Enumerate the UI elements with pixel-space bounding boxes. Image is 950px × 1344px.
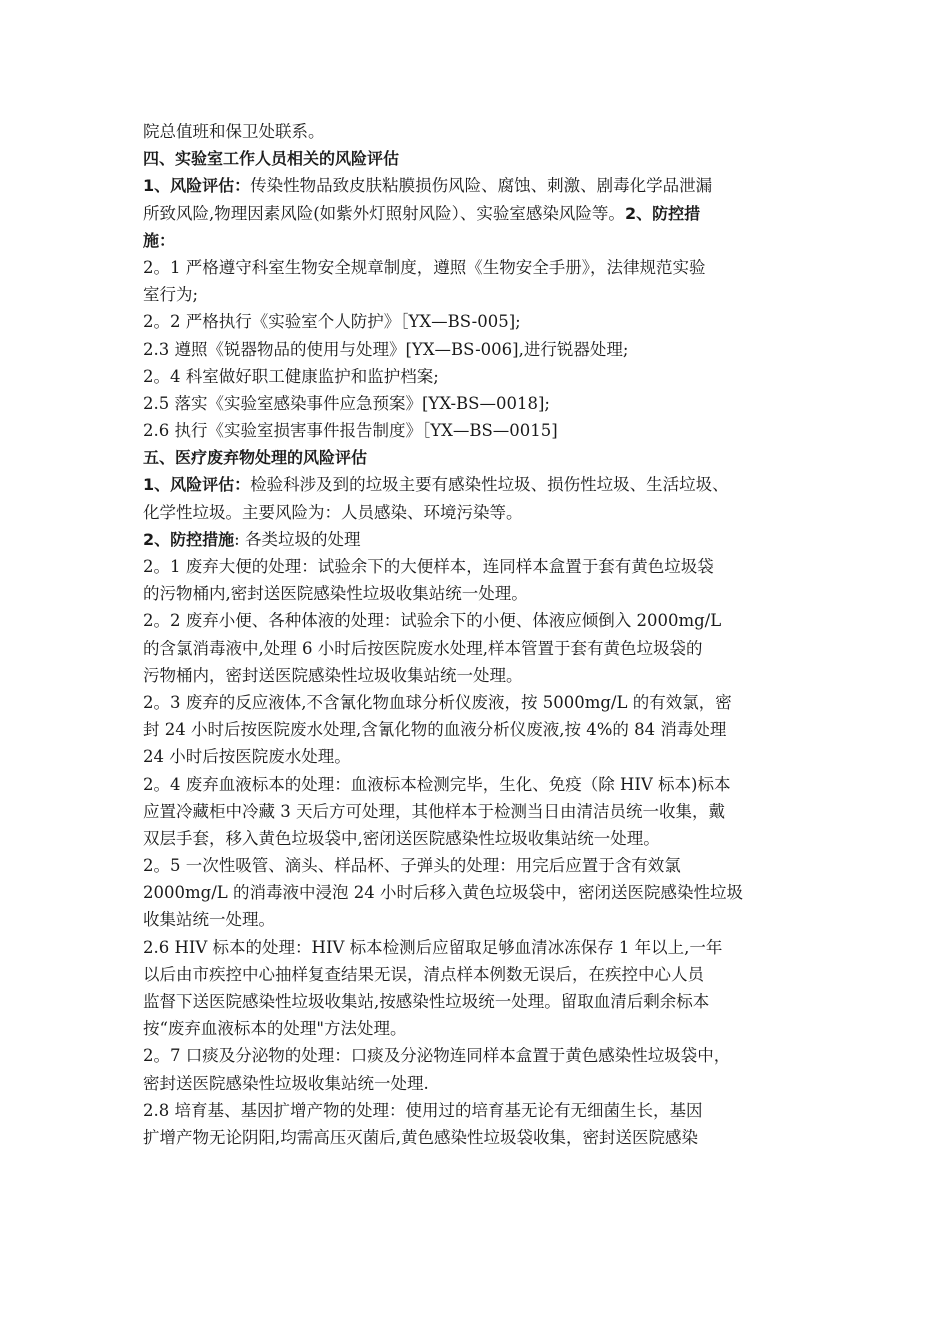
- text-segment: 化学性垃圾。主要风险为：人员感染、环境污染等。: [143, 502, 523, 522]
- document-body: [143, 118, 813, 1151]
- text-line: [143, 118, 813, 145]
- text-segment: 所致风险,物理因素风险(如紫外灯照射风险）、实验室感染风险等。: [143, 203, 625, 223]
- bold-text-segment: 1、风险评估：: [143, 176, 251, 196]
- text-segment: 2。2 废弃小便、各种体液的处理：试验余下的小便、体液应倾倒入 2000mg/L: [143, 611, 722, 631]
- text-line: [143, 1015, 813, 1042]
- bold-text-segment: 五、医疗废弃物处理的风险评估: [143, 448, 368, 468]
- text-segment: 2。3 废弃的反应液体,不含氰化物血球分析仪废液，按 5000mg/L 的有效氯，密: [143, 692, 732, 712]
- text-segment: 监督下送医院感染性垃圾收集站,按感染性垃圾统一处理。留取血清后剩余标本: [143, 992, 710, 1011]
- text-segment: 污物桶内，密封送医院感染性垃圾收集站统一处理。: [143, 665, 523, 685]
- text-segment: 2.3 遵照《锐器物品的使用与处理》[YX—BS-006],进行锐器处理;: [143, 339, 629, 359]
- text-segment: 24 小时后按医院废水处理。: [143, 747, 351, 767]
- text-line: [143, 580, 813, 607]
- text-segment: 收集站统一处理。: [143, 910, 275, 930]
- text-line: [143, 743, 813, 770]
- text-line: [143, 852, 813, 879]
- text-line: [143, 1042, 813, 1069]
- text-segment: 密封送医院感染性垃圾收集站统一处理.: [143, 1073, 429, 1093]
- text-segment: 2。4 废弃血液标本的处理：血液标本检测完毕，生化、免疫（除 HIV 标本)标本: [143, 774, 731, 794]
- text-segment: 传染性物品致皮肤粘膜损伤风险、腐蚀、刺激、剧毒化学品泄漏: [250, 176, 713, 196]
- text-segment: : 各类垃圾的处理: [234, 529, 361, 549]
- text-segment: 双层手套，移入黄色垃圾袋中,密闭送医院感染性垃圾收集站统一处理。: [143, 828, 660, 848]
- text-line: [143, 363, 813, 390]
- text-segment: 扩增产物无论阴阳,均需高压灭菌后,黄色感染性垃圾袋收集，密封送医院感染: [143, 1127, 698, 1147]
- text-line: [143, 689, 813, 716]
- text-segment: 2.6 执行《实验室损害事件报告制度》［YX—BS—0015]: [143, 421, 558, 441]
- text-line: [143, 988, 813, 1015]
- text-line: [143, 906, 813, 933]
- text-line: [143, 553, 813, 580]
- text-segment: 按“废弃血液标本的处理"方法处理。: [143, 1019, 407, 1039]
- text-line: [143, 200, 813, 227]
- text-segment: 以后由市疾控中心抽样复查结果无误，清点样本例数无误后，在疾控中心人员: [143, 964, 704, 984]
- text-segment: 院总值班和保卫处联系。: [143, 122, 325, 141]
- text-line: [143, 662, 813, 689]
- text-line: [143, 471, 813, 498]
- text-line: [143, 172, 813, 199]
- text-line: [143, 227, 813, 254]
- text-line: [143, 825, 813, 852]
- text-line: [143, 390, 813, 417]
- text-segment: 2000mg/L 的消毒液中浸泡 24 小时后移入黄色垃圾袋中，密闭送医院感染性垃圾: [143, 883, 743, 903]
- text-segment: 2.5 落实《实验室感染事件应急预案》[YX-BS—0018];: [143, 393, 550, 413]
- text-segment: 的含氯消毒液中,处理 6 小时后按医院废水处理,样本管置于套有黄色垃圾袋的: [143, 638, 703, 658]
- bold-text-segment: 四、实验室工作人员相关的风险评估: [143, 149, 400, 169]
- text-segment: 2。7 口痰及分泌物的处理：口痰及分泌物连同样本盒置于黄色感染性垃圾袋中，: [143, 1046, 731, 1066]
- text-line: [143, 1124, 813, 1151]
- text-line: [143, 961, 813, 988]
- text-line: [143, 716, 813, 743]
- text-line: [143, 336, 813, 363]
- text-line: [143, 308, 813, 335]
- text-line: [143, 145, 813, 172]
- text-line: [143, 281, 813, 308]
- text-segment: 2.6 HIV 标本的处理：HIV 标本检测后应留取足够血清冰冻保存 1 年以上,一年: [143, 937, 723, 957]
- text-segment: 2。2 严格执行《实验室个人防护》［YX—BS-005];: [143, 312, 521, 332]
- text-line: [143, 934, 813, 961]
- text-segment: 2.8 培育基、基因扩增产物的处理：使用过的培育基无论有无细菌生长，基因: [143, 1100, 703, 1120]
- text-segment: 2。4 科室做好职工健康监护和监护档案;: [143, 366, 439, 386]
- text-line: [143, 254, 813, 281]
- text-line: [143, 635, 813, 662]
- text-line: [143, 607, 813, 634]
- text-segment: 2。1 废弃大便的处理：试验余下的大便样本，连同样本盒置于套有黄色垃圾袋: [143, 557, 714, 576]
- bold-text-segment: 2、防控措施: [143, 529, 235, 549]
- text-segment: 2。5 一次性吸管、滴头、样品杯、子弹头的处理：用完后应置于含有效氯: [143, 856, 681, 876]
- text-line: [143, 798, 813, 825]
- text-line: [143, 771, 813, 798]
- bold-text-segment: 施：: [143, 230, 176, 250]
- text-segment: 的污物桶内,密封送医院感染性垃圾收集站统一处理。: [143, 584, 528, 604]
- text-line: [143, 1070, 813, 1097]
- text-line: [143, 499, 813, 526]
- text-line: [143, 526, 813, 553]
- text-line: [143, 444, 813, 471]
- text-segment: 应置冷藏柜中冷藏 3 天后方可处理，其他样本于检测当日由清洁员统一收集，戴: [143, 801, 725, 821]
- bold-text-segment: 1、风险评估：: [143, 475, 251, 495]
- bold-text-segment: 2、防控措: [624, 203, 701, 223]
- text-segment: 2。1 严格遵守科室生物安全规章制度，遵照《生物安全手册》，法律规范实验: [143, 257, 706, 277]
- text-segment: 室行为;: [143, 285, 199, 305]
- text-segment: 检验科涉及到的垃圾主要有感染性垃圾、损伤性垃圾、生活垃圾、: [250, 475, 729, 495]
- text-segment: 封 24 小时后按医院废水处理,含氰化物的血液分析仪废液,按 4%的 84 消毒处理: [143, 720, 727, 740]
- text-line: [143, 879, 813, 906]
- text-line: [143, 1097, 813, 1124]
- text-line: [143, 417, 813, 444]
